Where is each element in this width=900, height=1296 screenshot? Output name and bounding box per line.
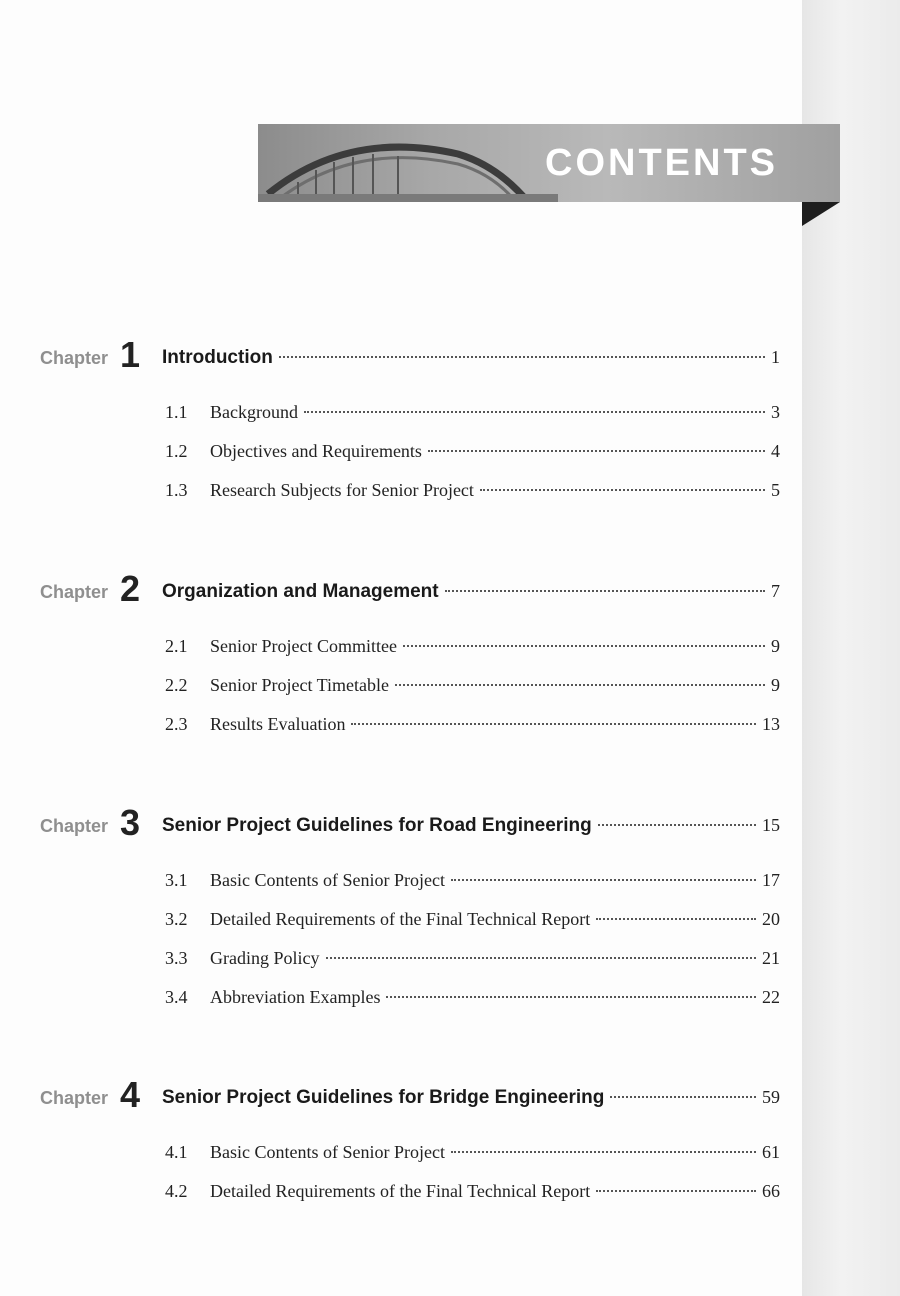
section-title: Objectives and Requirements <box>210 441 422 461</box>
page-number: 17 <box>762 870 780 890</box>
section-title: Results Evaluation <box>210 714 346 734</box>
section-number: 3.1 <box>165 870 188 890</box>
page-number: 3 <box>771 402 780 422</box>
leader-dots <box>304 410 765 413</box>
chapter-number: 1 <box>120 334 141 375</box>
section-title: Detailed Requirements of the Final Technical Report <box>210 1181 591 1201</box>
section-entry[interactable] <box>165 909 780 935</box>
chapter-number: 2 <box>120 568 141 609</box>
section-number: 1.1 <box>165 402 188 422</box>
section-title: Senior Project Committee <box>210 636 397 656</box>
page-number: 22 <box>762 987 780 1007</box>
chapter-label: Chapter <box>40 582 109 602</box>
section-entry[interactable] <box>165 675 780 701</box>
page-number: 4 <box>771 441 780 461</box>
page-title: CONTENTS <box>545 142 778 184</box>
section-entry[interactable] <box>165 441 780 467</box>
section-number: 4.2 <box>165 1181 188 1201</box>
section-title: Senior Project Timetable <box>210 675 389 695</box>
leader-dots <box>403 644 765 647</box>
page-number: 15 <box>762 815 780 835</box>
leader-dots <box>451 878 756 881</box>
section-entry[interactable] <box>165 636 780 662</box>
section-title: Basic Contents of Senior Project <box>210 1142 445 1162</box>
chapter-entry[interactable] <box>40 1075 780 1115</box>
chapter-entry[interactable] <box>40 803 780 843</box>
section-entry[interactable] <box>165 987 780 1013</box>
page-number: 1 <box>771 347 780 367</box>
leader-dots <box>428 449 765 452</box>
page-number: 7 <box>771 581 780 601</box>
contents-banner <box>258 124 840 202</box>
section-title: Abbreviation Examples <box>210 987 381 1007</box>
section-entry[interactable] <box>165 714 780 740</box>
page-number: 5 <box>771 480 780 500</box>
section-entry[interactable] <box>165 402 780 428</box>
chapter-label: Chapter <box>40 1088 109 1108</box>
section-title: Background <box>210 402 298 422</box>
section-entry[interactable] <box>165 480 780 506</box>
leader-dots <box>596 1189 756 1192</box>
section-number: 2.1 <box>165 636 188 656</box>
leader-dots <box>351 722 756 725</box>
page-number: 9 <box>771 636 780 656</box>
chapter-label: Chapter <box>40 816 109 836</box>
section-entry[interactable] <box>165 948 780 974</box>
corner-tab <box>802 202 840 226</box>
chapter-entry[interactable] <box>40 335 780 375</box>
page-number: 20 <box>762 909 780 929</box>
leader-dots <box>386 995 756 998</box>
section-title: Detailed Requirements of the Final Technical Report <box>210 909 591 929</box>
chapter-title: Introduction <box>162 347 273 368</box>
section-entry[interactable] <box>165 1181 780 1207</box>
page-number: 61 <box>762 1142 780 1162</box>
section-number: 3.3 <box>165 948 188 968</box>
leader-dots <box>445 589 765 592</box>
leader-dots <box>598 823 756 826</box>
page-number: 21 <box>762 948 780 968</box>
leader-dots <box>596 917 756 920</box>
chapter-title: Senior Project Guidelines for Bridge Engineering <box>162 1087 605 1108</box>
chapter-number: 4 <box>120 1074 141 1115</box>
section-number: 1.2 <box>165 441 188 461</box>
section-entry[interactable] <box>165 870 780 896</box>
page-number: 13 <box>762 714 780 734</box>
section-title: Basic Contents of Senior Project <box>210 870 445 890</box>
leader-dots <box>610 1095 756 1098</box>
page-number: 59 <box>762 1087 780 1107</box>
leader-dots <box>451 1150 756 1153</box>
section-number: 3.4 <box>165 987 188 1007</box>
chapter-title: Senior Project Guidelines for Road Engineering <box>162 815 592 836</box>
leader-dots <box>480 488 765 491</box>
section-number: 3.2 <box>165 909 188 929</box>
section-number: 1.3 <box>165 480 188 500</box>
section-number: 2.3 <box>165 714 188 734</box>
leader-dots <box>326 956 757 959</box>
chapter-label: Chapter <box>40 348 109 368</box>
section-entry[interactable] <box>165 1142 780 1168</box>
page-number: 9 <box>771 675 780 695</box>
chapter-number: 3 <box>120 802 141 843</box>
section-title: Research Subjects for Senior Project <box>210 480 474 500</box>
leader-dots <box>279 355 765 358</box>
chapter-title: Organization and Management <box>162 581 439 602</box>
section-number: 4.1 <box>165 1142 188 1162</box>
leader-dots <box>395 683 765 686</box>
chapter-entry[interactable] <box>40 569 780 609</box>
page-number: 66 <box>762 1181 780 1201</box>
section-number: 2.2 <box>165 675 188 695</box>
section-title: Grading Policy <box>210 948 320 968</box>
